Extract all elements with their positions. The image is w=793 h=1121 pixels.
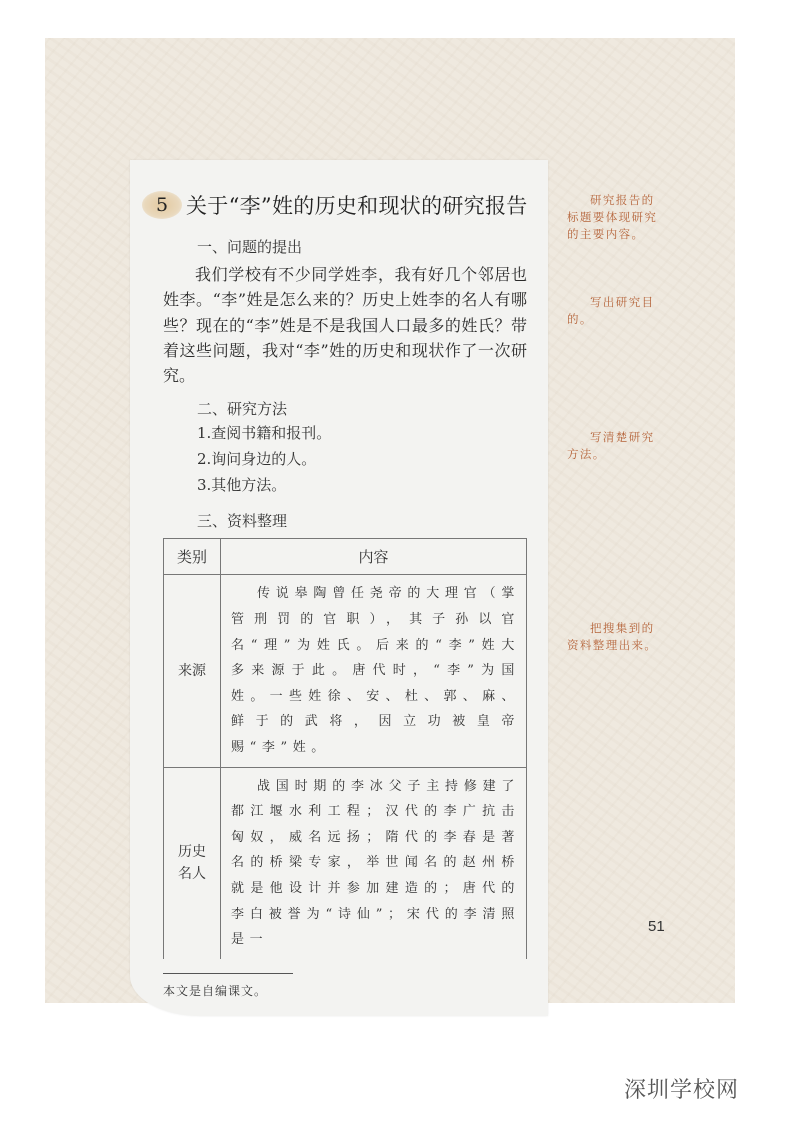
section-heading-1: 一、问题的提出 [197,238,303,256]
method-item: 3.其他方法。 [197,476,287,495]
title-row [142,190,527,220]
table-row [164,575,527,767]
lesson-number: 5 [142,191,182,219]
header-content: 内容 [221,539,527,575]
row-category-text: 历史名人 [178,844,206,883]
section-heading-2: 二、研究方法 [197,400,288,419]
header-category: 类别 [164,539,221,575]
row-category [164,767,221,959]
section-heading-3: 三、资料整理 [197,512,288,531]
method-item: 1.查阅书籍和报刊。 [197,424,332,443]
page-number: 51 [648,918,665,935]
footnote: 本文是自编课文。 [163,983,268,998]
text-card [130,160,548,1016]
data-table [163,538,527,958]
margin-note: 把搜集到的资料整理出来。 [567,621,658,652]
lesson-title: 关于“李”姓的历史和现状的研究报告 [186,194,528,218]
row-content: 战国时期的李冰父子主持修建了都江堰水利工程；汉代的李广抗击匈奴，威名远扬；隋代的李春是著名的桥梁专家，举世闻名的赵州桥就是他设计并参加建造的；唐代的李白被誉为“诗仙”；宋代的李清照是一 [221,767,527,959]
watermark: 深圳学校网 [624,1078,740,1103]
margin-note: 写清楚研究方法。 [567,430,655,461]
section-1-paragraph: 我们学校有不少同学姓李，我有好几个邻居也姓李。“李”姓是怎么来的？历史上姓李的名人有哪些？现在的“李”姓是不是我国人口最多的姓氏？带着这些问题，我对“李”姓的历史和现状作了一次研究。 [163,265,527,386]
table-header-row [164,539,527,575]
row-category: 来源 [164,575,221,767]
margin-note: 研究报告的标题要体现研究的主要内容。 [567,193,658,241]
footnote-divider [163,973,293,974]
table-row [164,767,527,959]
method-item: 2.询问身边的人。 [197,450,317,469]
row-content: 传说皋陶曾任尧帝的大理官（掌管刑罚的官职），其子孙以官名“理”为姓氏。后来的“李”姓大多来源于此。唐代时，“李”为国姓。一些姓徐、安、杜、郭、麻、鲜于的武将，因立功被皇帝赐“李”姓。 [221,575,527,767]
margin-note: 写出研究目的。 [567,295,655,326]
